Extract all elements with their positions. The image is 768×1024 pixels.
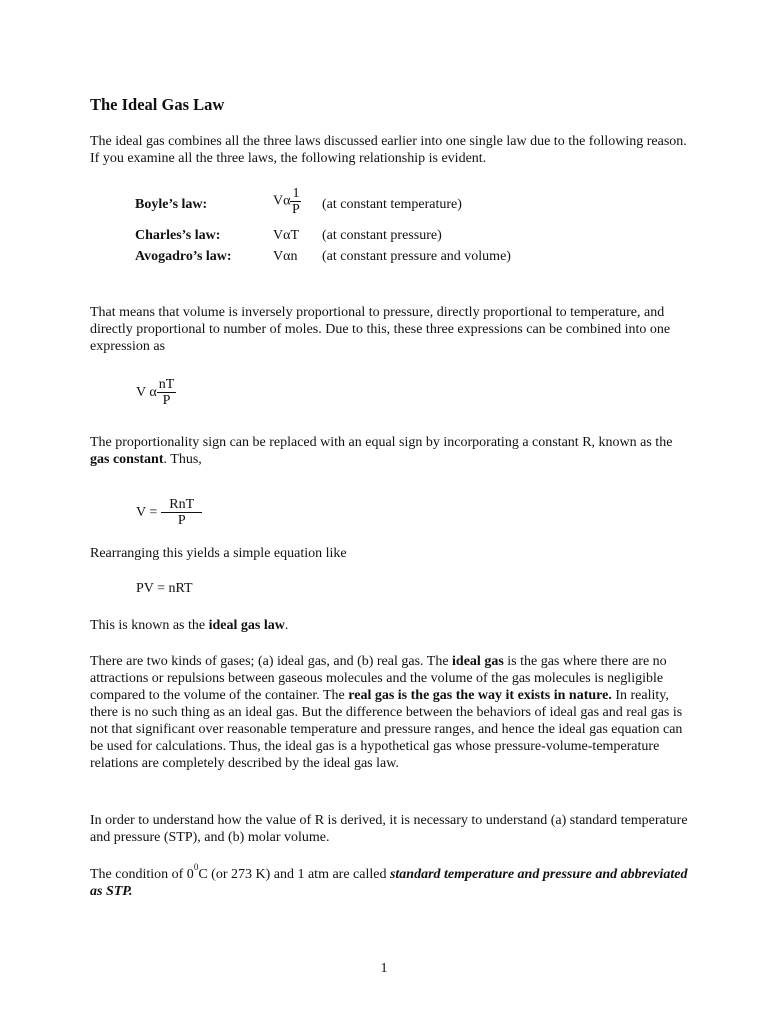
boyles-law-expression [273,186,301,217]
real-gas-definition: real gas is the gas the way it exists in nature. [348,688,612,703]
text-run: This is known as the [90,618,209,633]
ideal-gas-law-term: ideal gas law [208,618,285,633]
text-run: is the gas where there are no attractions or repulsions between gaseous molecules and the volume of the gas molecules is negligible compared to the volume of the container. The [90,654,667,703]
boyles-law-fraction [290,186,301,217]
fraction-denominator: P [162,393,171,408]
combined-proportion-equation [136,377,176,408]
page-title: The Ideal Gas Law [90,95,225,114]
stp-term: standard temperature and pressure and abbreviated as STP. [90,867,688,899]
equation-fraction [157,377,177,408]
charles-law-label: Charles’s law: [135,228,221,243]
rearranging-paragraph: Rearranging this yields a simple equation like [90,546,347,561]
stp-definition-paragraph [90,862,690,900]
fraction-numerator: RnT [161,497,202,513]
text-run: . [284,618,289,633]
gas-constant-term: gas constant [90,452,164,467]
text-run: The condition of 0 [90,867,194,882]
avogadro-law-condition: (at constant pressure and volume) [322,249,511,264]
degree-superscript: 0 [193,862,199,873]
ideal-gas-term: ideal gas [452,654,504,669]
avogadro-law-label: Avogadro’s law: [135,249,232,264]
avogadro-law-expression: Vαn [273,249,298,264]
text-run: . Thus, [163,452,202,467]
boyles-law-condition: (at constant temperature) [322,197,462,212]
ideal-gas-equation: PV = nRT [136,581,193,596]
gas-kinds-paragraph [90,653,690,772]
boyles-law-prefix: Vα [273,193,291,209]
gas-constant-paragraph [90,434,690,468]
equation-lhs: V α [136,385,157,400]
gas-constant-equation [136,497,206,528]
fraction-denominator: P [292,202,300,217]
stp-intro-paragraph: In order to understand how the value of R is derived, it is necessary to understand (a) standard temperature and pressure (STP), and (b) molar volume. [90,813,688,845]
fraction-numerator: 1 [292,186,300,201]
intro-paragraph: The ideal gas combines all the three laws discussed earlier into one single law due to the following reason. If you examine all the three laws, the following relationship is evident. [90,134,687,166]
text-run: In reality, there is no such thing as an ideal gas. But the difference between the behaviors of ideal gas and real gas is not that significant over reasonable temperature and pressure ranges, and hence the ideal gas equation can be used for calculations. Thus, the ideal gas is a hypothetical gas whose pressure-volume-temperature relations are completely described by the ideal gas law. [90,688,683,771]
text-run: The proportionality sign can be replaced with an equal sign by incorporating a constant R, known as the [90,435,673,450]
equation-lhs: V = [136,505,158,520]
ideal-gas-law-paragraph [90,617,690,634]
text-run: C (or 273 K) and 1 atm are called [198,867,390,882]
fraction-denominator: P [177,513,186,528]
text-run: There are two kinds of gases; (a) ideal gas, and (b) real gas. The [90,654,453,669]
boyles-law-label: Boyle’s law: [135,197,208,212]
charles-law-expression: VαT [273,228,299,243]
charles-law-condition: (at constant pressure) [322,228,442,243]
proportionality-paragraph: That means that volume is inversely proportional to pressure, directly proportional to temperature, and directly proportional to number of moles. Due to this, these three expressions can be combined into one expression as [90,305,671,354]
fraction-numerator: nT [158,377,175,392]
equation-fraction [157,497,206,528]
page-number: 1 [380,961,388,976]
